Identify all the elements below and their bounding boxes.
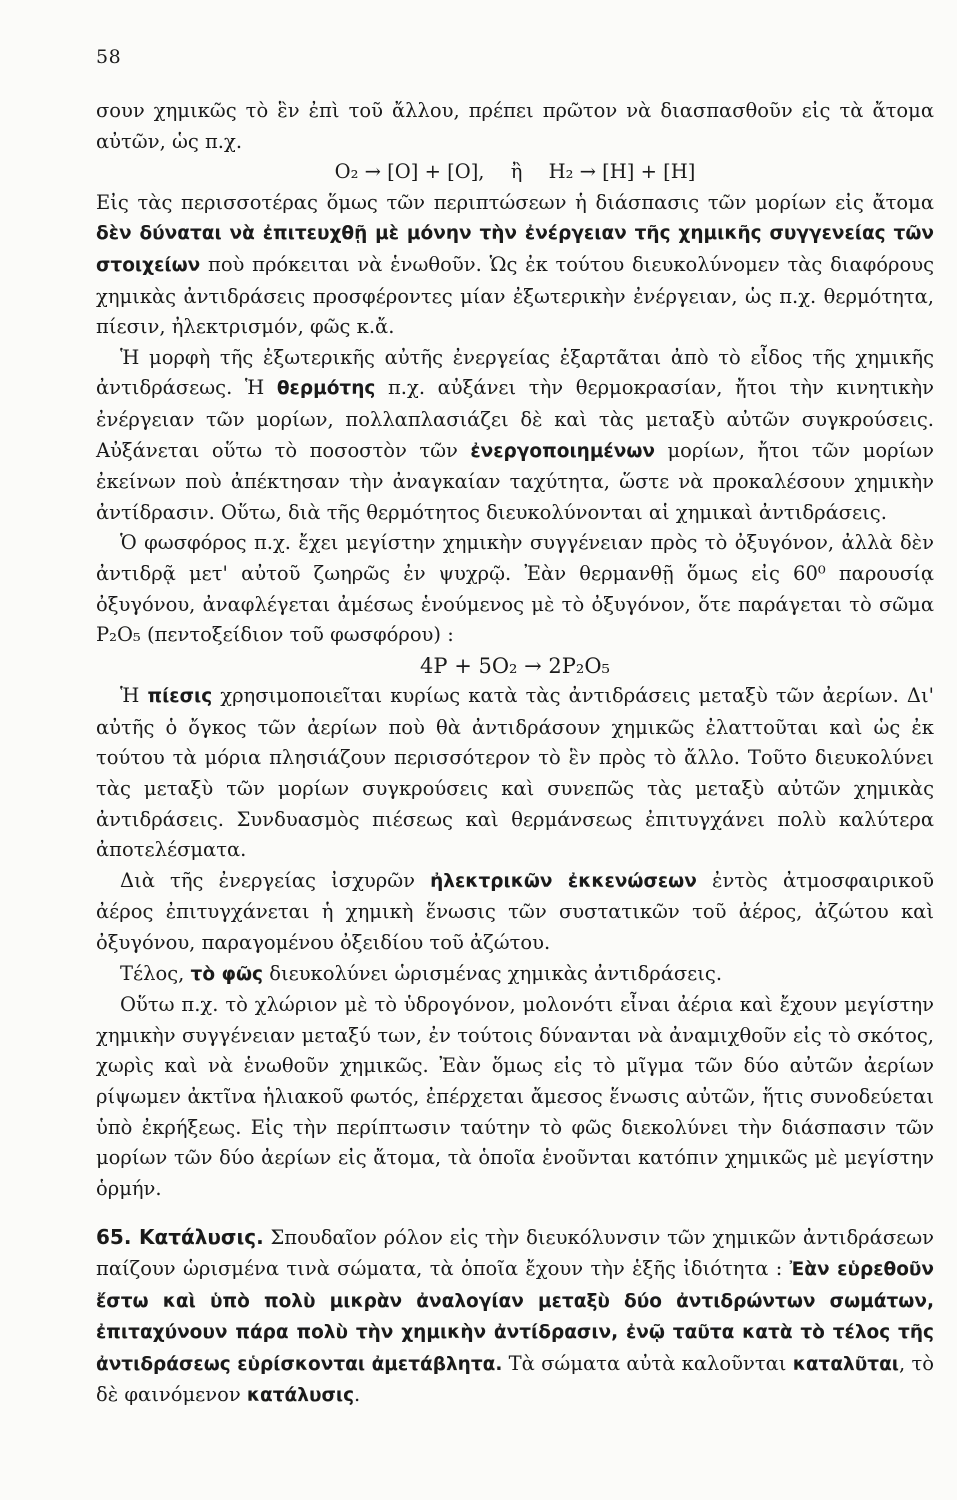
p1-text-c: ποὺ πρόκειται νὰ ἑνωθοῦν. Ὡς ἐκ τούτου διευκολύνομεν τὰς διαφόρους χημικὰς ἀντιδράσεις προσφέροντες μίαν ἐξωτερικὴν ἐνέργειαν, ὡς π.χ. θερμότητα, πίεσιν, ἠλεκτρισμόν, φῶς κ.ἄ. — [96, 252, 934, 339]
section-text-g: . — [354, 1383, 361, 1407]
p1-text-a: Εἰς τὰς περισσοτέρας ὅμως τῶν περιπτώσεων ἡ διάσπασις τῶν μορίων εἰς ἄτομα — [96, 190, 934, 214]
intro-line-2: αὐτῶν, ὡς π.χ. — [96, 129, 243, 153]
section-text-a: Σπουδαῖον ρόλον εἰς τὴν διευκόλυνσιν τῶν χημικῶν ἀντιδράσεων παίζουν ὡρισμένα τινὰ σώματα, τὰ ὁποῖα ἔχουν τὴν ἑξῆς ἰδιότητα : — [96, 1226, 934, 1280]
paragraph-1 — [96, 188, 934, 343]
equation-hydrogen: H₂ → [H] + [H] — [548, 160, 696, 184]
section-catalysis — [96, 1222, 934, 1412]
page-number: 58 — [96, 46, 122, 68]
intro-line-1: σουν χημικῶς τὸ ἓν ἐπὶ τοῦ ἄλλου, πρέπει πρῶτον νὰ διασπασθοῦν εἰς τὰ ἄτομα — [96, 99, 934, 122]
paragraph-2 — [96, 343, 934, 529]
p2-emphasis-heat: θερμότης — [276, 378, 376, 400]
section-text-c: Τὰ σώματα αὐτὰ καλοῦνται — [502, 1351, 793, 1375]
section-term-catalysis: κατάλυσις — [246, 1385, 355, 1407]
p4-text-a: Ἡ — [120, 684, 148, 708]
p5-emphasis-discharges: ἠλεκτρικῶν ἐκκενώσεων — [430, 870, 697, 892]
section-gap — [96, 1204, 934, 1222]
p5-text-a: Διὰ τῆς ἐνεργείας ἰσχυρῶν — [120, 868, 431, 892]
p6-text-c: διευκολύνει ὡρισμένας χημικὰς ἀντιδράσεις. — [263, 961, 723, 985]
equation-phosphorus: 4P + 5O₂ → 2P₂O₅ — [420, 653, 610, 678]
section-heading: 65. Κατάλυσις. — [96, 1225, 264, 1250]
p1-emphasis: δὲν δύναται νὰ ἐπιτευχθῇ μὲ μόνην τὴν ἐνέργειαν τῆς χημικῆς συγγενείας τῶν στοιχείων — [96, 223, 934, 276]
equation-oxygen: O₂ → [O] + [O], — [334, 160, 485, 184]
paragraph-5 — [96, 866, 934, 959]
body-text — [96, 96, 934, 1412]
section-text-e: , τὸ δὲ φαινόμενον — [96, 1351, 934, 1407]
equation-dissociation — [96, 157, 934, 188]
paragraph-3: Ὁ φωσφόρος π.χ. ἔχει μεγίστην χημικὴν συγγένειαν πρὸς τὸ ὀξυγόνον, ἀλλὰ δὲν ἀντιδρᾷ μετ' αὐτοῦ ζωηρῶς ἐν ψυχρῷ. Ἐὰν θερμανθῇ ὅμως εἰς 60⁰ παρουσίᾳ ὀξυγόνου, ἀναφλέγεται ἀμέσως ἑνούμενος μὲ τὸ ὀξυγόνον, ὅτε παράγεται τὸ σῶμα P₂O₅ (πεντοξείδιον τοῦ φωσφόρου) : — [96, 531, 934, 647]
paragraph-4 — [96, 681, 934, 866]
p4-text-c: χρησιμοποιεῖται κυρίως κατὰ τὰς ἀντιδράσεις μεταξὺ τῶν ἀερίων. Δι' αὐτῆς ὁ ὄγκος τῶν ἀερίων ποὺ θὰ ἀντιδράσουν χημικῶς ἐλαττοῦται καὶ ὡς ἐκ τούτου τὰ μόρια πλησιάζουν περισσότερον τὸ ἓν πρὸς τὸ ἄλλο. Τοῦτο διευκολύνει τὰς μεταξὺ τῶν μορίων συγκρούσεις καὶ συνεπῶς τὰς μεταξὺ αὐτῶν χημικὰς ἀντιδράσεις. Συνδυασμὸς πιέσεως καὶ θερμάνσεως ἐπιτυγχάνει πολὺ καλύτερα ἀποτελέσματα. — [96, 684, 935, 862]
p2-text-e: μορίων, ἤτοι τῶν μορίων ἐκείνων ποὺ ἀπέκτησαν τὴν ἀναγκαίαν ταχύτητα, ὥστε νὰ προκαλέσουν χημικὴν ἀντίδρασιν. Οὕτω, διὰ τῆς θερμότητος διευκολύνονται αἱ χημικαὶ ἀντιδράσεις. — [96, 438, 934, 524]
section-definition: Ἐὰν εὑρεθοῦν ἔστω καὶ ὑπὸ πολὺ μικρὰν ἀναλογίαν μεταξὺ δύο ἀντιδρώντων σωμάτων, ἐπιταχύνουν πάρα πολὺ τὴν χημικὴν ἀντίδρασιν, ἐνῷ ταῦτα κατὰ τὸ τέλος τῆς ἀντιδράσεως εὑρίσκονται ἀμετάβλητα. — [96, 1258, 935, 1375]
section-term-catalysts: καταλῦται — [792, 1353, 899, 1375]
p2-text-a: Ἡ μορφὴ τῆς ἐξωτερικῆς αὐτῆς ἐνεργείας ἐξαρτᾶται ἀπὸ τὸ εἶδος τῆς χημικῆς ἀντιδράσεως. Ἡ — [96, 345, 934, 400]
p4-emphasis-pressure: πίεσις — [147, 686, 213, 708]
paragraph-7: Οὕτω π.χ. τὸ χλώριον μὲ τὸ ὑδρογόνον, μολονότι εἶναι ἀέρια καὶ ἔχουν μεγίστην χημικὴν συγγένειαν μεταξύ των, ἐν τούτοις δύνανται νὰ ἀναμιχθοῦν εἰς τὸ σκότος, χωρὶς καὶ νὰ ἑνωθοῦν χημικῶς. Ἐὰν ὅμως εἰς τὸ μῖγμα τῶν δύο αὐτῶν ἀερίων ρίψωμεν ἀκτῖνα ἡλιακοῦ φωτός, ἐπέρχεται ἄμεσος ἕνωσις αὐτῶν, ἥτις συνοδεύεται ὑπὸ ἐκρήξεως. Εἰς τὴν περίπτωσιν ταύτην τὸ φῶς διεκολύνει τὴν διάσπασιν τῶν μορίων τῶν δύο ἀερίων εἰς ἄτομα, τὰ ὁποῖα ἑνοῦνται κατόπιν χημικῶς μὲ μεγίστην ὁρμήν. — [96, 993, 934, 1200]
p2-emphasis-activated: ἐνεργοποιημένων — [470, 440, 656, 462]
p6-emphasis-light: τὸ φῶς — [190, 963, 264, 985]
equation-or: ἢ — [510, 160, 523, 184]
p2-text-c: π.χ. αὐξάνει τὴν θερμοκρασίαν, ἤτοι τὴν κινητικὴν ἐνέργειαν τῶν μορίων, πολλαπλασιάζει δὲ καὶ τὰς μεταξὺ αὐτῶν συγκρούσεις. Αὐξάνεται οὕτω τὸ ποσοστὸν τῶν — [96, 376, 934, 462]
p6-text-a: Τέλος, — [120, 961, 191, 985]
paragraph-6 — [96, 959, 934, 991]
p5-text-c: ἐντὸς ἀτμοσφαιρικοῦ ἀέρος ἐπιτυγχάνεται ἡ χημικὴ ἕνωσις τῶν συστατικῶν τοῦ ἀέρος, ἀζώτου καὶ ὀξυγόνου, παραγομένου ὀξειδίου τοῦ ἀζώτου. — [96, 868, 934, 955]
